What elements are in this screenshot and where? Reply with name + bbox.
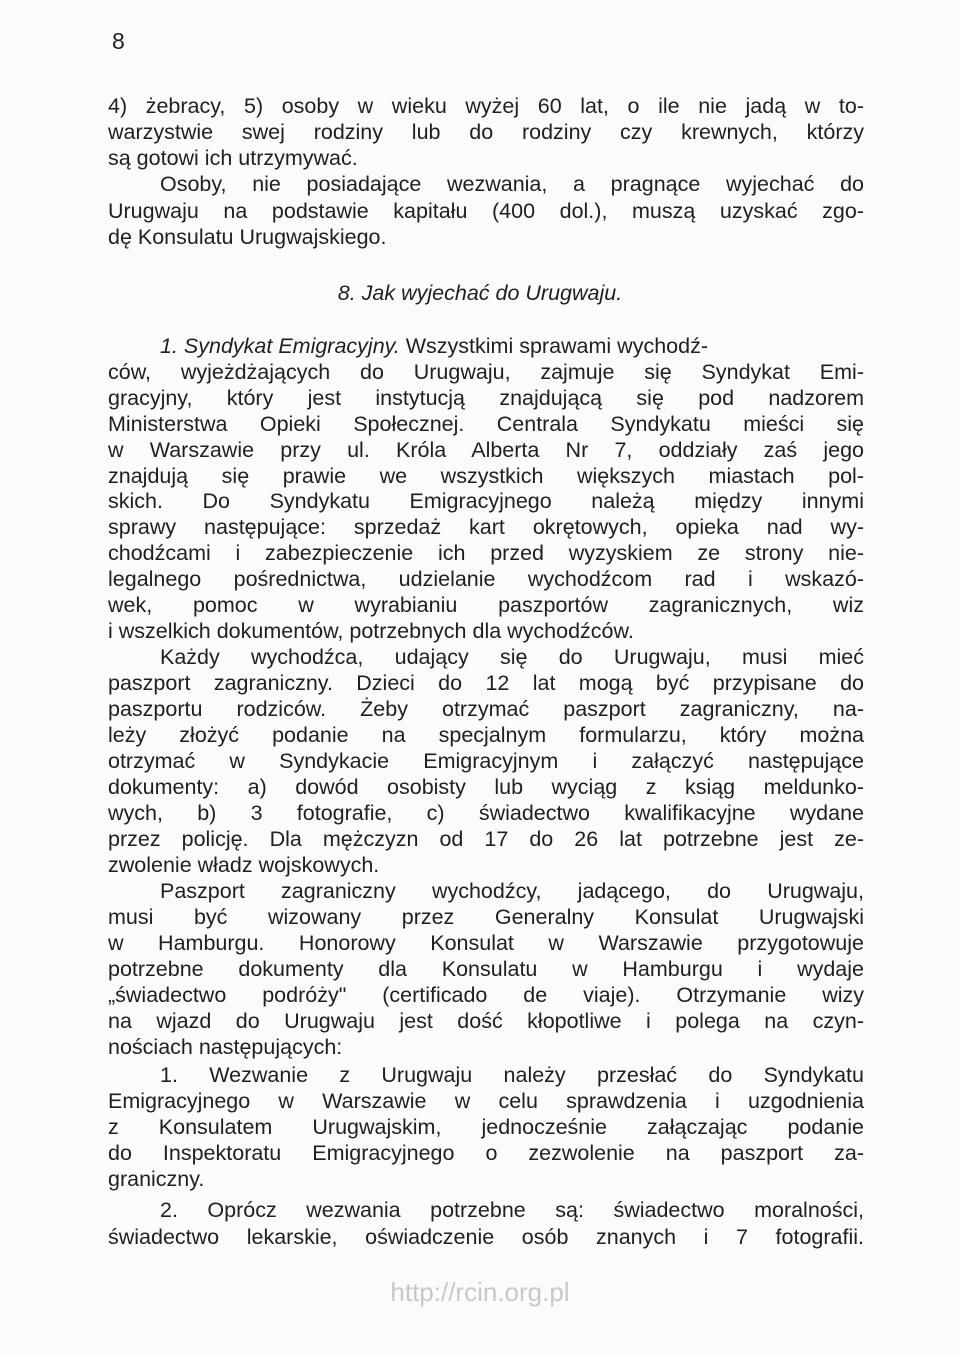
body-line: zwolenie władz wojskowych. — [108, 853, 380, 877]
body-line: Każdy wychodźca, udający się do Urugwaju, musi mieć — [160, 645, 864, 669]
body-line: do Inspektoratu Emigracyjnego o zezwolenie na paszport za- — [108, 1141, 864, 1165]
body-line: są gotowi ich utrzymywać. — [108, 146, 358, 170]
body-line: świadectwo lekarskie, oświadczenie osób znanych i 7 fotografii. — [108, 1225, 864, 1249]
body-line: musi być wizowany przez Generalny Konsulat Urugwajski — [108, 905, 864, 929]
body-line: otrzymać w Syndykacie Emigracyjnym i załączyć następujące — [108, 749, 864, 773]
body-line: 4) żebracy, 5) osoby w wieku wyżej 60 lat, o ile nie jadą w to- — [108, 94, 864, 118]
body-line: wek, pomoc w wyrabianiu paszportów zagranicznych, wiz — [108, 593, 864, 617]
body-line: 2. Oprócz wezwania potrzebne są: świadectwo moralności, — [160, 1198, 864, 1222]
body-line: sprawy następujące: sprzedaż kart okrętowych, opieka nad wy- — [108, 515, 864, 539]
body-line: znajdują się prawie we wszystkich większych miastach pol- — [108, 464, 864, 488]
subsection-heading: 1. Syndykat Emigracyjny. — [160, 334, 400, 358]
body-line: „świadectwo podróży" (certificado de viaje). Otrzymanie wizy — [108, 983, 864, 1007]
body-line: w Warszawie przy ul. Króla Alberta Nr 7, oddziały zaś jego — [108, 438, 864, 462]
body-line: Osoby, nie posiadające wezwania, a pragnące wyjechać do — [160, 172, 864, 196]
body-line: Paszport zagraniczny wychodźcy, jadącego, do Urugwaju, — [160, 879, 864, 903]
body-line: Ministerstwa Opieki Społecznej. Centrala Syndykatu mieści się — [108, 412, 864, 436]
body-line: dokumenty: a) dowód osobisty lub wyciąg z ksiąg meldunko- — [108, 775, 864, 799]
body-line: chodźcami i zabezpieczenie ich przed wyzyskiem ze strony nie- — [108, 541, 864, 565]
body-line: leży złożyć podanie na specjalnym formularzu, który można — [108, 723, 864, 747]
body-line: graniczny. — [108, 1167, 205, 1191]
body-line: warzystwie swej rodziny lub do rodziny czy krewnych, którzy — [108, 120, 864, 144]
body-line: przez policję. Dla mężczyzn od 17 do 26 lat potrzebne jest ze- — [108, 827, 864, 851]
body-line: z Konsulatem Urugwajskim, jednocześnie załączając podanie — [108, 1115, 864, 1139]
watermark: http://rcin.org.pl — [390, 1277, 570, 1307]
body-line: i wszelkich dokumentów, potrzebnych dla wychodźców. — [108, 619, 634, 643]
body-line: w Hamburgu. Honorowy Konsulat w Warszawie przygotowuje — [108, 931, 864, 955]
body-line: wych, b) 3 fotografie, c) świadectwo kwalifikacyjne wydane — [108, 801, 864, 825]
body-line: na wjazd do Urugwaju jest dość kłopotliwe i polega na czyn- — [108, 1009, 864, 1033]
body-line: legalnego pośrednictwa, udzielanie wychodźcom rad i wskazó- — [108, 567, 864, 591]
page-number: 8 — [112, 28, 125, 54]
body-line: 1. Wezwanie z Urugwaju należy przesłać do Syndykatu — [160, 1063, 864, 1087]
body-line: paszport zagraniczny. Dzieci do 12 lat mogą być przypisane do — [108, 671, 864, 695]
section-heading: 8. Jak wyjechać do Urugwaju. — [337, 281, 623, 305]
body-line: paszportu rodziców. Żeby otrzymać paszport zagraniczny, na- — [108, 697, 864, 721]
body-line: dę Konsulatu Urugwajskiego. — [108, 225, 387, 249]
body-line: ców, wyjeżdżających do Urugwaju, zajmuje się Syndykat Emi- — [108, 360, 864, 384]
body-line: Urugwaju na podstawie kapitału (400 dol.), muszą uzyskać zgo- — [108, 199, 864, 223]
body-line: Emigracyjnego w Warszawie w celu sprawdzenia i uzgodnienia — [108, 1089, 864, 1113]
body-line: nościach następujących: — [108, 1035, 343, 1059]
body-line: gracyjny, który jest instytucją znajdującą się pod nadzorem — [108, 386, 864, 410]
body-line: potrzebne dokumenty dla Konsulatu w Hamburgu i wydaje — [108, 957, 864, 981]
body-line — [160, 333, 864, 359]
body-line-text: Wszystkimi sprawami wychodź- — [399, 334, 708, 358]
body-line: skich. Do Syndykatu Emigracyjnego należą między innymi — [108, 489, 864, 513]
